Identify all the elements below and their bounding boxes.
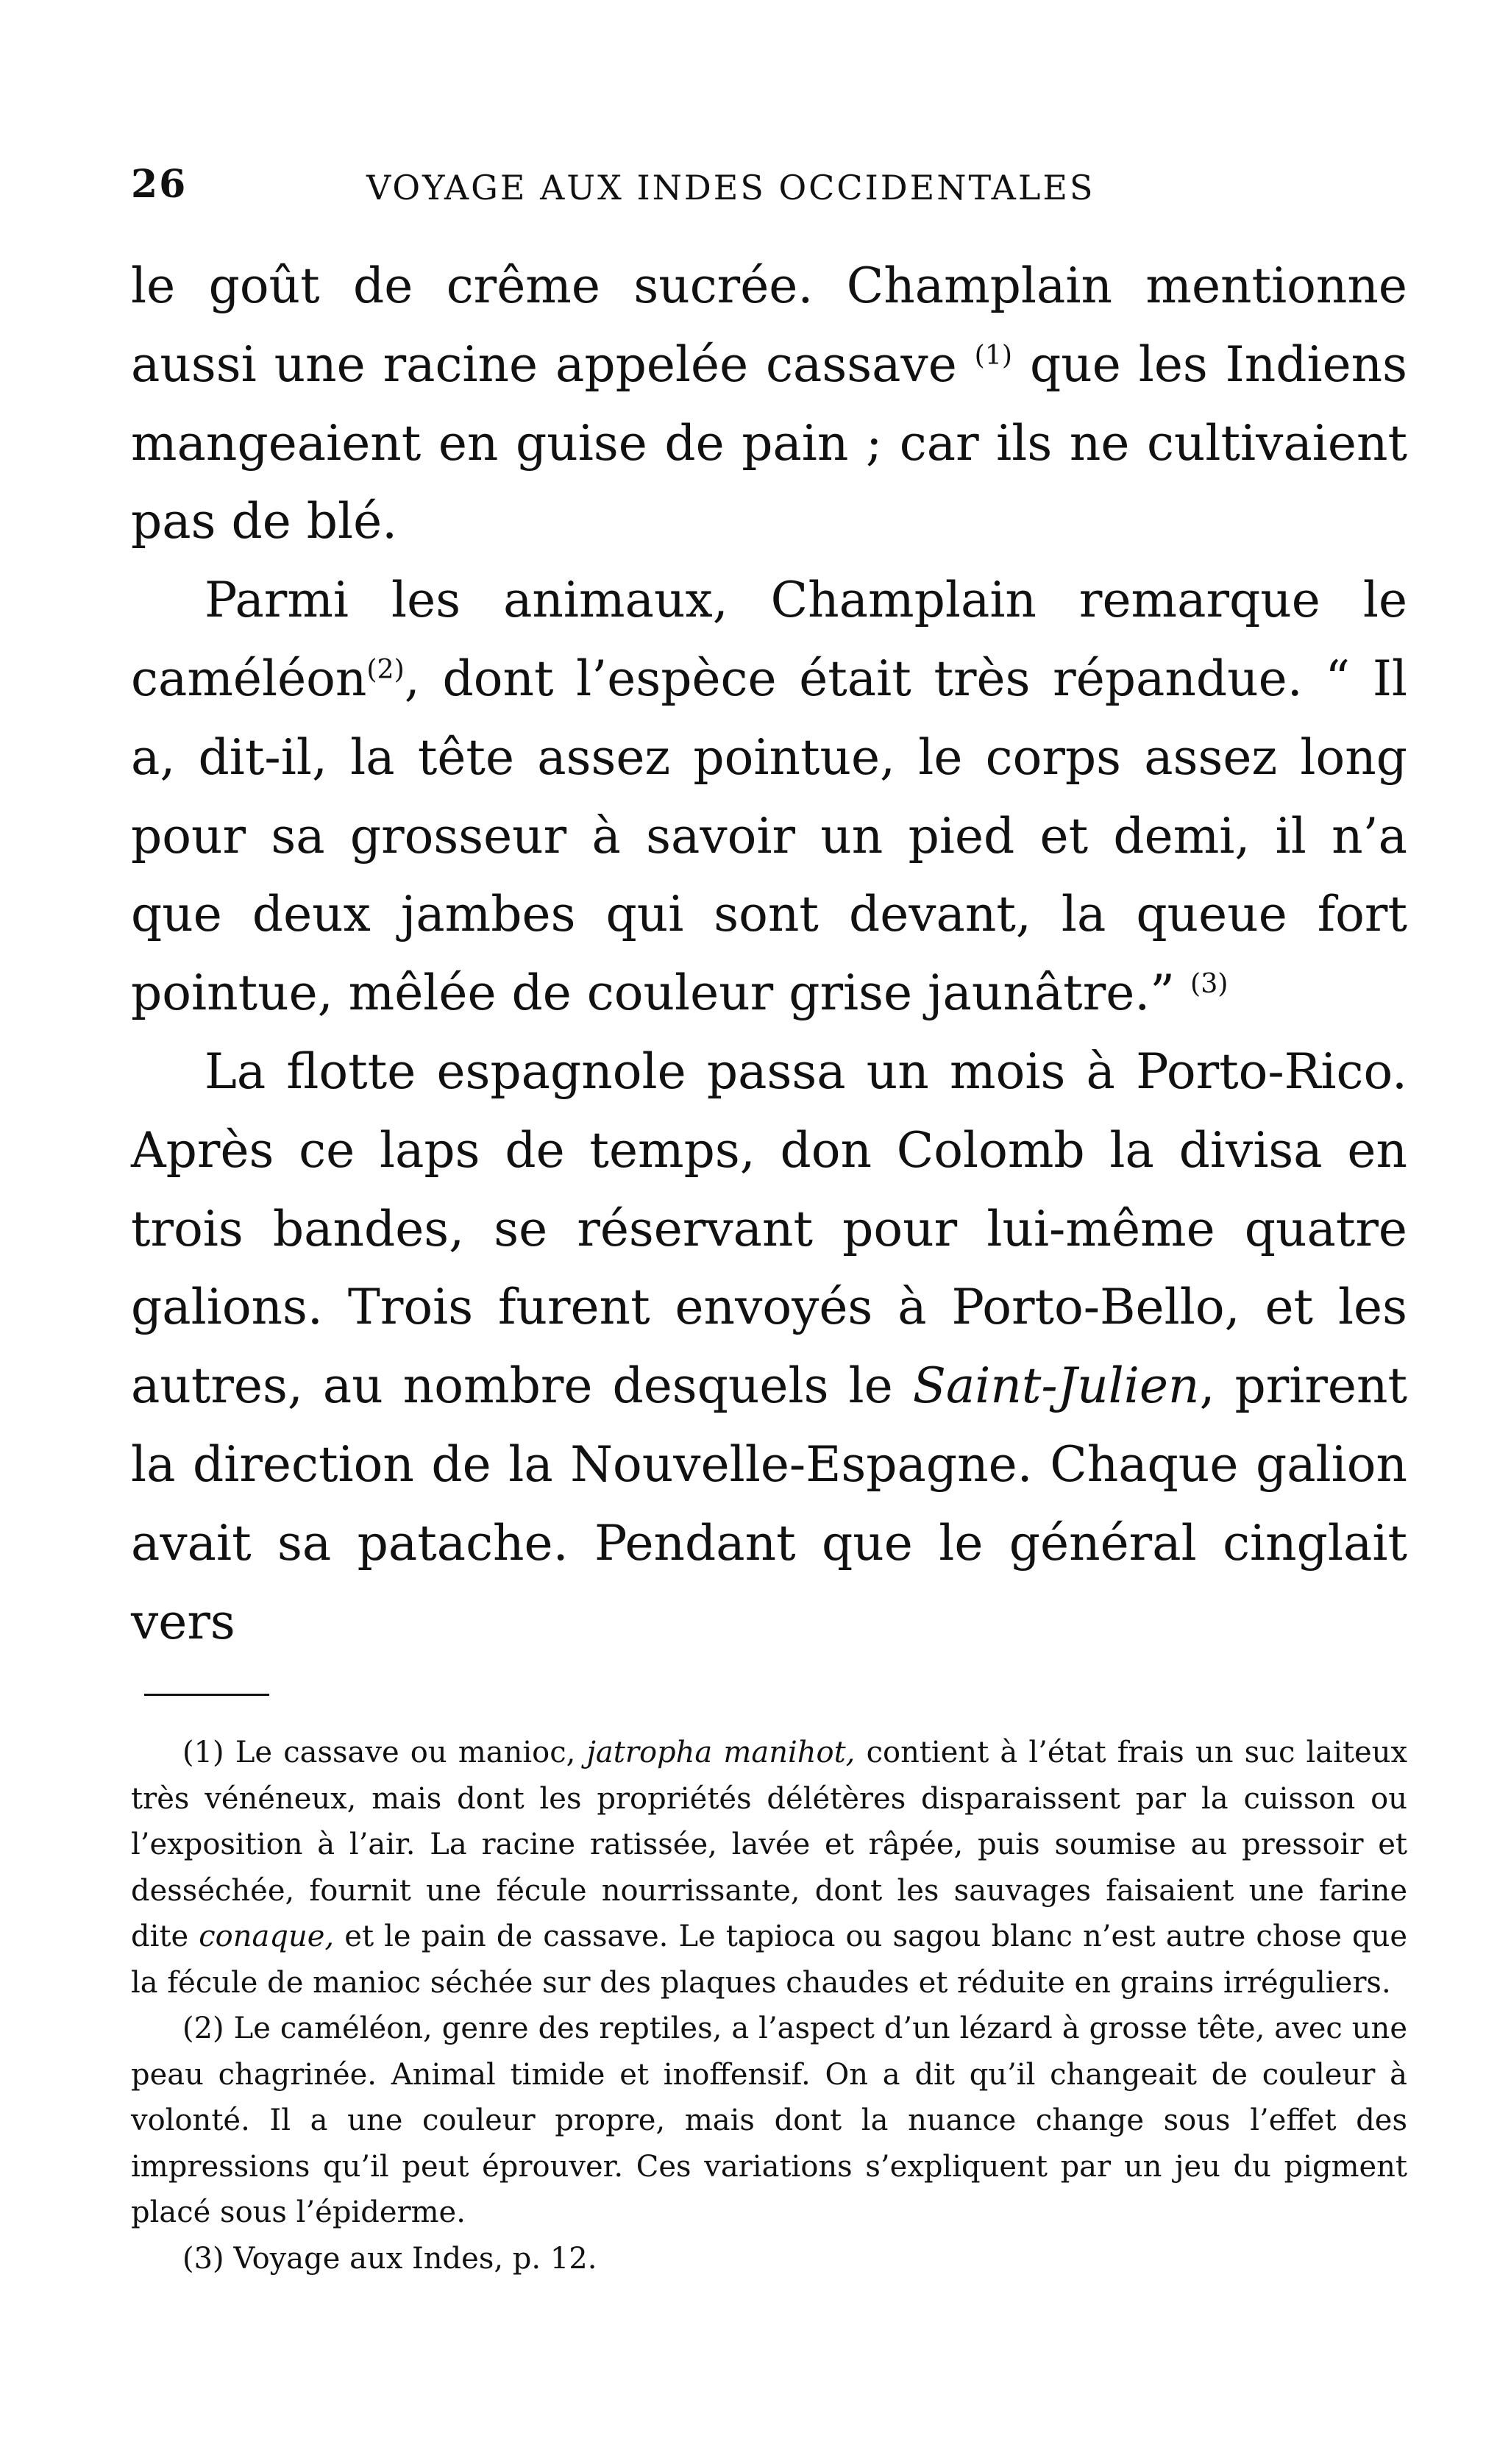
paragraph-3: [131, 1033, 1407, 1661]
footnote-3: (3) Voyage aux Indes, p. 12.: [182, 2241, 597, 2276]
paragraph-3-text-b: , prirent la direction de la Nouvelle-Espagne. Chaque galion avait sa patache. Pendant que le général cinglait vers: [131, 1357, 1407, 1650]
footnote-1-word: conaque,: [199, 1920, 335, 1954]
footnote-1-text-b: contient à l’état frais un suc laiteux très vénéneux, mais dont les propriétés délétères disparaissent par la cuisson ou l’exposition à l’air. La racine ratissée, lavée et râpée, puis soumise au pressoir et desséchée, fournit une fécule nourrissante, dont les sauvages faisaient une farine dite: [131, 1736, 1408, 1954]
ship-name: Saint-Julien: [912, 1357, 1200, 1415]
footnote-1: [131, 1730, 1407, 2006]
footnote-1-text-c: et le pain de cassave. Le tapioca ou sagou blanc n’est autre chose que la fécule de manioc séchée sur des plaques chaudes et réduite en grains irréguliers.: [131, 1920, 1408, 2000]
footnote-ref-3: (3): [1190, 968, 1229, 1000]
running-title: VOYAGE AUX INDES OCCIDENTALES: [366, 168, 1095, 207]
footnotes: [131, 1730, 1407, 2282]
footnote-1-latin-name: jatropha manihot,: [586, 1736, 856, 1770]
paragraph-1: [131, 247, 1407, 561]
page-number: 26: [131, 162, 188, 207]
footnote-2: (2) Le caméléon, genre des reptiles, a l’aspect d’un lézard à grosse tête, avec une peau chagrinée. Animal timide et inoffensif. On a dit qu’il changeait de couleur à volonté. Il a une couleur propre, mais dont la nuance change sous l’effet des impressions qu’il peut éprouver. Ces variations s’expliquent par un jeu du pigment placé sous l’épiderme.: [131, 2012, 1407, 2230]
paragraph-2-text-a: Parmi les animaux, Champlain remarque le caméléon: [131, 572, 1407, 707]
footnote-separator: [144, 1694, 269, 1696]
paragraph-3-text-a: La flotte espagnole passa un mois à Porto-Rico. Après ce laps de temps, don Colomb la divisa en trois bandes, se réservant pour lui-même quatre galions. Trois furent envoyés à Porto-Bello, et les autres, au nombre desquels le: [131, 1043, 1407, 1415]
paragraph-2-text-b: , dont l’espèce était très répandue. “ Il a, dit-il, la tête assez pointue, le corps assez long pour sa grosseur à savoir un pied et demi, il n’a que deux jambes qui sont devant, la queue fort pointue, mêlée de couleur grise jaunâtre.”: [131, 650, 1407, 1022]
paragraph-2: [131, 561, 1407, 1033]
paragraph-1-end: que les Indiens mangeaient en guise de pain ; car ils ne cultivaient pas de blé.: [131, 335, 1408, 550]
book-page: [131, 162, 1407, 2282]
running-head: [131, 162, 1407, 228]
footnote-ref-1: (1): [974, 338, 1013, 371]
footnote-ref-2: (2): [366, 653, 405, 685]
paragraph-1-text: le goût de crême sucrée. Champlain mentionne aussi une racine appelée cassave: [131, 258, 1407, 393]
main-text: [131, 247, 1407, 1661]
footnote-1-text-a: (1) Le cassave ou manioc,: [182, 1736, 576, 1770]
